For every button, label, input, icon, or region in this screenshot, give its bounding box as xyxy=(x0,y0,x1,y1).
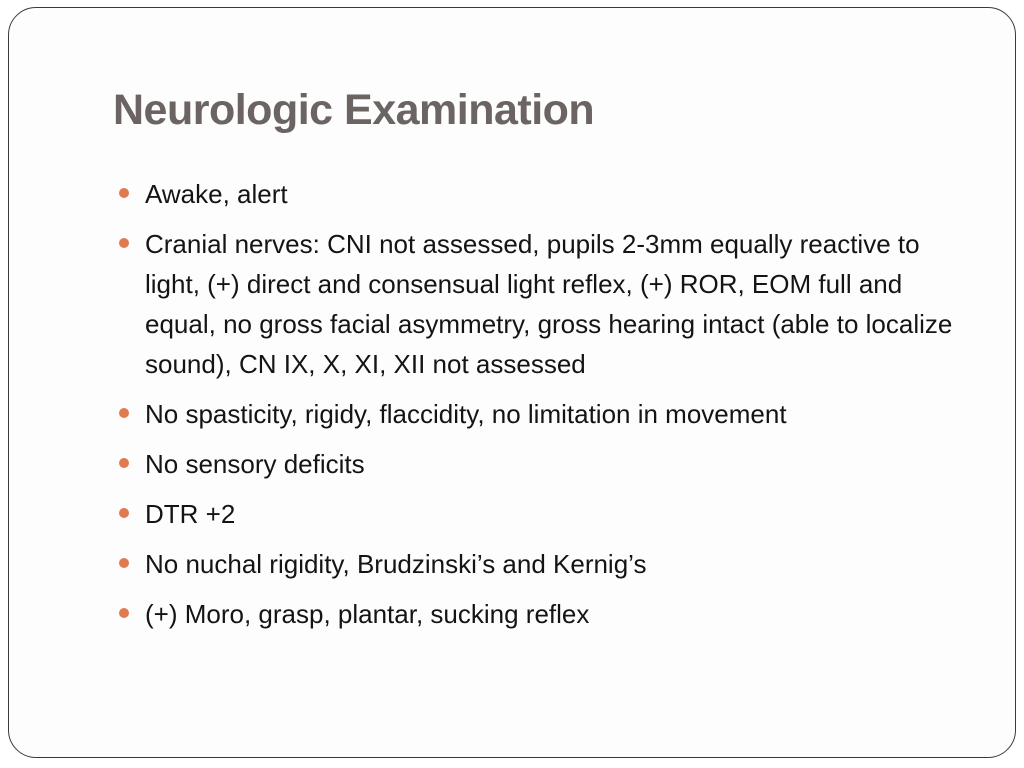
bullet-dot-icon xyxy=(119,558,129,568)
bullet-dot-icon xyxy=(119,238,129,248)
bullet-item xyxy=(119,444,959,484)
slide-title: Neurologic Examination xyxy=(113,86,595,134)
bullet-dot-icon xyxy=(119,608,129,618)
bullet-text: (+) Moro, grasp, plantar, sucking reflex xyxy=(145,599,590,629)
bullet-text: Awake, alert xyxy=(145,179,288,209)
bullet-item xyxy=(119,174,959,214)
bullet-text: Cranial nerves: CNI not assessed, pupils 2-3mm equally reactive to light, (+) direct and consensual light reflex, (+) ROR, EOM full and equal, no gross facial asymmetry, gross hearing intact (able to localize sound), CN IX, X, XI, XII not assessed xyxy=(145,229,953,379)
bullet-text: No spasticity, rigidy, flaccidity, no limitation in movement xyxy=(145,399,787,429)
bullet-text: No nuchal rigidity, Brudzinski’s and Kernig’s xyxy=(145,549,647,579)
bullet-dot-icon xyxy=(119,408,129,418)
bullet-text: DTR +2 xyxy=(145,499,236,529)
bullet-dot-icon xyxy=(119,188,129,198)
bullet-dot-icon xyxy=(119,508,129,518)
bullet-text: No sensory deficits xyxy=(145,449,365,479)
bullet-dot-icon xyxy=(119,458,129,468)
bullet-item xyxy=(119,224,959,384)
bullet-list xyxy=(119,174,959,644)
bullet-item xyxy=(119,494,959,534)
bullet-item xyxy=(119,594,959,634)
bullet-item xyxy=(119,394,959,434)
slide xyxy=(8,7,1016,758)
bullet-item xyxy=(119,544,959,584)
